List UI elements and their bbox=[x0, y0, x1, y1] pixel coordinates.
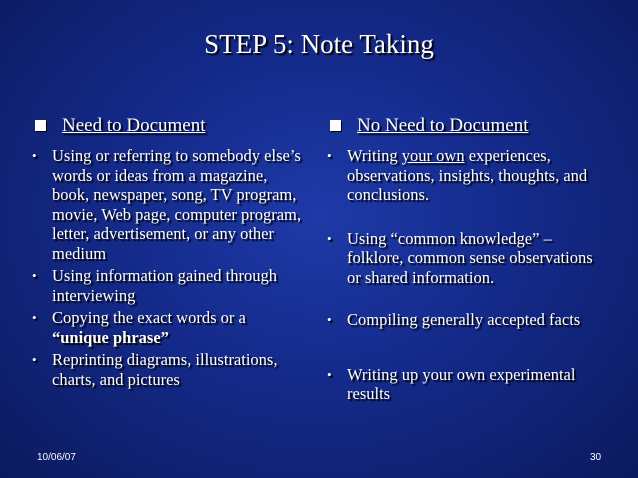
footer-date: 10/06/07 bbox=[37, 452, 76, 463]
right-bullet-1-text-b: experiences, observations, insights, thoughts, and conclusions. bbox=[347, 146, 588, 204]
unique-phrase: “unique phrase” bbox=[52, 327, 169, 347]
dot-bullet-icon: • bbox=[32, 268, 37, 283]
left-bullet-1-text: Using or referring to somebody else’s words or ideas from a magazine, book, newspaper, song, TV program, movie, Web page, computer program, letter, advertisement, or any other medium bbox=[52, 146, 301, 263]
square-bullet-icon bbox=[330, 120, 341, 131]
dot-bullet-icon: • bbox=[32, 352, 37, 367]
dot-bullet-icon: • bbox=[327, 230, 332, 246]
slide-title: STEP 5: Note Taking bbox=[204, 29, 434, 59]
your-own-emphasis: your own bbox=[401, 146, 465, 165]
left-bullet-1 bbox=[32, 146, 305, 263]
dot-bullet-icon: • bbox=[327, 366, 332, 382]
right-bullet-3-text: Compiling generally accepted facts bbox=[347, 310, 581, 329]
right-bullet-1 bbox=[327, 146, 610, 205]
dot-bullet-icon: • bbox=[32, 148, 37, 163]
footer-page-number: 30 bbox=[590, 452, 602, 463]
left-bullet-4-text: Reprinting diagrams, illustrations, charts, and pictures bbox=[52, 350, 278, 389]
right-bullet-4-text: Writing up your own experimental results bbox=[347, 364, 576, 403]
left-bullet-2 bbox=[32, 266, 305, 305]
left-bullet-3 bbox=[32, 308, 305, 347]
left-bullet-3-text-a: Copying the exact words or a bbox=[52, 308, 246, 327]
right-bullet-1-text bbox=[347, 146, 610, 205]
left-heading-label: Need to Document bbox=[62, 115, 206, 136]
right-bullet-1-text-a: Writing bbox=[347, 146, 398, 165]
left-bullet-3-text bbox=[52, 308, 305, 347]
right-column bbox=[327, 114, 610, 404]
square-bullet-icon bbox=[35, 120, 46, 131]
right-bullet-4 bbox=[327, 364, 610, 404]
right-heading-label: No Need to Document bbox=[357, 115, 529, 136]
dot-bullet-icon: • bbox=[32, 310, 37, 325]
right-bullet-2-text: Using “common knowledge” – folklore, common sense observations or shared information. bbox=[347, 228, 593, 287]
left-bullet-4 bbox=[32, 350, 305, 389]
left-heading bbox=[35, 114, 305, 138]
right-bullet-2 bbox=[327, 228, 610, 288]
dot-bullet-icon: • bbox=[327, 148, 332, 163]
right-bullet-3 bbox=[327, 310, 610, 330]
right-heading bbox=[330, 114, 610, 138]
left-column bbox=[32, 114, 305, 389]
dot-bullet-icon: • bbox=[327, 312, 332, 327]
left-bullet-2-text: Using information gained through interviewing bbox=[52, 266, 278, 305]
